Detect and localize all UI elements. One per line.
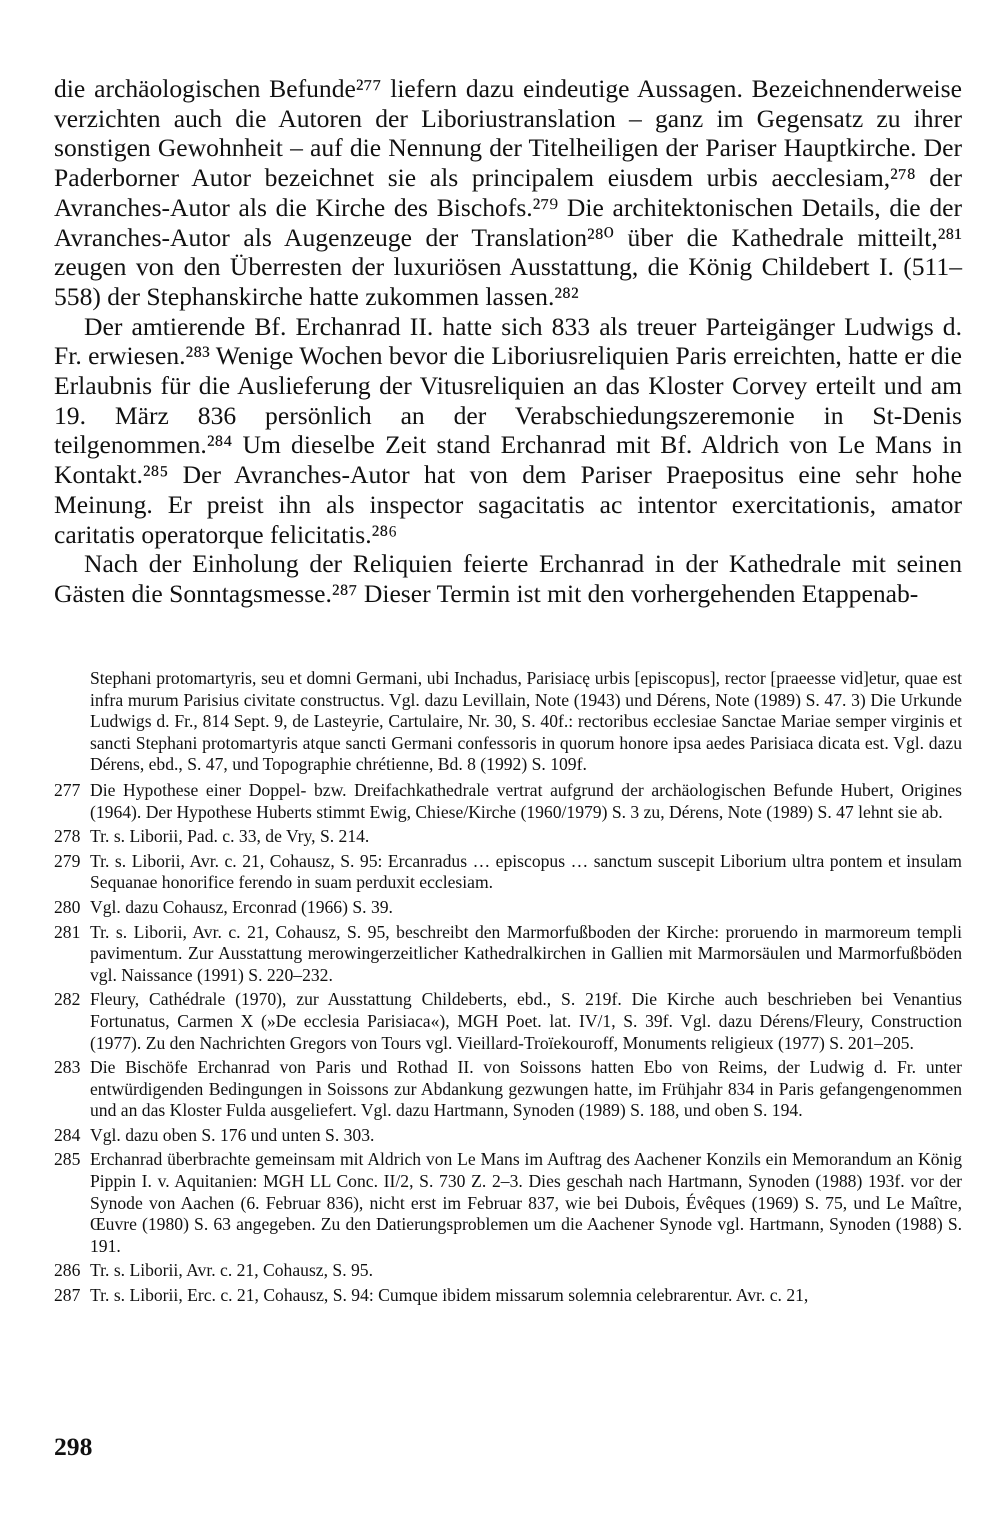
footnote-number: 278 xyxy=(54,826,81,847)
footnote-text: Die Hypothese einer Doppel- bzw. Dreifachkathedrale vertrat aufgrund der archäologischen Befunde Hubert, Origines (1964). Der Hypothese Huberts stimmt Ewig, Chiese/Kirche (1960/1979) S. 3 zu, Dérens, Note (1989) S. 47 lehnt sie ab. xyxy=(90,779,962,822)
footnote-text: Fleury, Cathédrale (1970), zur Ausstattung Childeberts, ebd., S. 219f. Die Kirche auch beschrieben bei Venantius Fortunatus, Carmen X (»De ecclesia Parisiaca«), MGH Poet. lat. IV/1, S. 39f. Vgl. dazu Dérens/Fleury, Construction (1977). Zu den Nachrichten Gregors von Tours vgl. Vieillard-Troïekouroff, Monuments religieux (1977) S. 201–205. xyxy=(90,989,962,1053)
footnote-text: Tr. s. Liborii, Avr. c. 21, Cohausz, S. 95: Ercanradus … episcopus … sanctum suscepit Liborium ultra pontem et insulam Sequanae honorifice ferendo in suam perduxit ecclesiam. xyxy=(90,850,962,893)
footnote-text: Tr. s. Liborii, Avr. c. 21, Cohausz, S. 95, beschreibt den Marmorfußboden der Kirche: proruendo in marmoreum templi pavimentum. Zur Ausstattung merowingerzeitlicher Kathedralkirchen in Gallien mit Marmorsäulen und Marmorfußböden vgl. Naissance (1991) S. 220–232. xyxy=(90,921,962,985)
footnote-285 xyxy=(54,1149,962,1257)
page-number: 298 xyxy=(54,1432,93,1461)
footnote-283 xyxy=(54,1057,962,1122)
footnote-number: 277 xyxy=(54,779,81,800)
paragraph-3: Nach der Einholung der Reliquien feierte Erchanrad in der Kathedrale mit seinen Gästen die Sonntagsmesse.²⁸⁷ Dieser Termin ist mit den vorhergehenden Etappenab- xyxy=(54,549,962,608)
footnote-text: Erchanrad überbrachte gemeinsam mit Aldrich von Le Mans im Auftrag des Aachener Konzils ein Memorandum an König Pippin I. v. Aquitanien: MGH LL Conc. II/2, S. 730 Z. 2–3. Dies geschah nach Hartmann, Synoden (1988) 193f. vor der Synode von Aachen (6. Februar 836), nicht erst im Februar 837, wie bei Dubois, Évêques (1969) S. 75, und Le Maître, Œuvre (1980) S. 63 angegeben. Zu den Datierungsproblemen um die Aachener Synode vgl. Hartmann, Synoden (1988) S. 191. xyxy=(90,1149,962,1256)
footnote-287 xyxy=(54,1285,962,1307)
footnote-text: Die Bischöfe Erchanrad von Paris und Rothad II. von Soissons hatten Ebo von Reims, der Ludwig d. Fr. unter entwürdigenden Bedingungen in Soissons zur Abdankung gezwungen hatte, im Frühjahr 834 in Paris gefangengenommen und an das Kloster Fulda ausgeliefert. Vgl. dazu Hartmann, Synoden (1989) S. 188, und oben S. 194. xyxy=(90,1057,962,1121)
paragraph-1: die archäologischen Befunde²⁷⁷ liefern dazu eindeutige Aussagen. Bezeichnenderweise verzichten auch die Autoren der Liboriustranslation – ganz im Gegensatz zu ihrer sonstigen Gewohnheit – auf die Nennung der Titelheiligen der Pariser Hauptkirche. Der Paderborner Autor bezeichnet sie als principalem eiusdem urbis aecclesiam,²⁷⁸ der Avranches-Autor als die Kirche des Bischofs.²⁷⁹ Die architektonischen Details, die der Avranches-Autor als Augenzeuge der Translation²⁸⁰ über die Kathedrale mitteilt,²⁸¹ zeugen von den Überresten der luxuriösen Ausstattung, die König Childebert I. (511–558) der Stephanskirche hatte zukommen lassen.²⁸² xyxy=(54,74,962,311)
footnote-number: 280 xyxy=(54,896,81,917)
footnote-text: Tr. s. Liborii, Avr. c. 21, Cohausz, S. 95. xyxy=(90,1260,373,1281)
footnote-286 xyxy=(54,1260,962,1282)
footnote-number: 287 xyxy=(54,1285,81,1306)
main-text xyxy=(54,74,962,609)
footnote-280 xyxy=(54,897,962,919)
footnote-continuation: Stephani protomartyris, seu et domni Germani, ubi Inchadus, Parisiacę urbis [episcopus], rector [praeesse vid]etur, quae est infra murum Parisius civitate constructus. Vgl. dazu Levillain, Note (1943) und Dérens, Note (1989) S. 47. 3) Die Urkunde Ludwigs d. Fr., 814 Sept. 9, de Lasteyrie, Cartulaire, Nr. 30, S. 40f.: rectoribus ecclesiae Sanctae Mariae semper virginis et sancti Stephani protomartyris atque sancti Germani confessoris in quorum honore ipsa aedes Parisiaca dicata est. Vgl. dazu Dérens, ebd., S. 47, und Topographie chrétienne, Bd. 8 (1992) S. 109f. xyxy=(90,668,962,775)
footnote-number: 286 xyxy=(54,1260,81,1281)
footnote-284 xyxy=(54,1125,962,1147)
footnotes xyxy=(54,668,962,1310)
footnote-text: Tr. s. Liborii, Erc. c. 21, Cohausz, S. 94: Cumque ibidem missarum solemnia celebrarentur. Avr. c. 21, xyxy=(90,1285,809,1306)
footnote-number: 281 xyxy=(54,921,81,942)
footnote-281 xyxy=(54,922,962,987)
paragraph-2: Der amtierende Bf. Erchanrad II. hatte sich 833 als treuer Parteigänger Ludwigs d. Fr. erwiesen.²⁸³ Wenige Wochen bevor die Liboriusreliquien Paris erreichten, hatte er die Erlaubnis für die Auslieferung der Vitusreliquien an das Kloster Corvey erteilt und am 19. März 836 persönlich an der Verabschiedungszeremonie in St-Denis teilgenommen.²⁸⁴ Um dieselbe Zeit stand Erchanrad mit Bf. Aldrich von Le Mans in Kontakt.²⁸⁵ Der Avranches-Autor hat von dem Pariser Praepositus eine sehr hohe Meinung. Er preist ihn als inspector sagacitatis ac intentor exercitationis, amator caritatis operatorque felicitatis.²⁸⁶ xyxy=(54,311,962,549)
footnote-number: 283 xyxy=(54,1057,81,1078)
footnote-number: 285 xyxy=(54,1149,81,1170)
footnote-278 xyxy=(54,826,962,848)
footnote-number: 282 xyxy=(54,989,81,1010)
footnote-277 xyxy=(54,780,962,823)
footnote-279 xyxy=(54,851,962,894)
footnote-text: Vgl. dazu oben S. 176 und unten S. 303. xyxy=(90,1124,375,1145)
footnote-282 xyxy=(54,989,962,1054)
footnote-number: 279 xyxy=(54,850,81,871)
footnote-number: 284 xyxy=(54,1124,81,1145)
footnote-text: Tr. s. Liborii, Pad. c. 33, de Vry, S. 214. xyxy=(90,826,370,847)
footnote-text: Vgl. dazu Cohausz, Erconrad (1966) S. 39. xyxy=(90,896,393,917)
